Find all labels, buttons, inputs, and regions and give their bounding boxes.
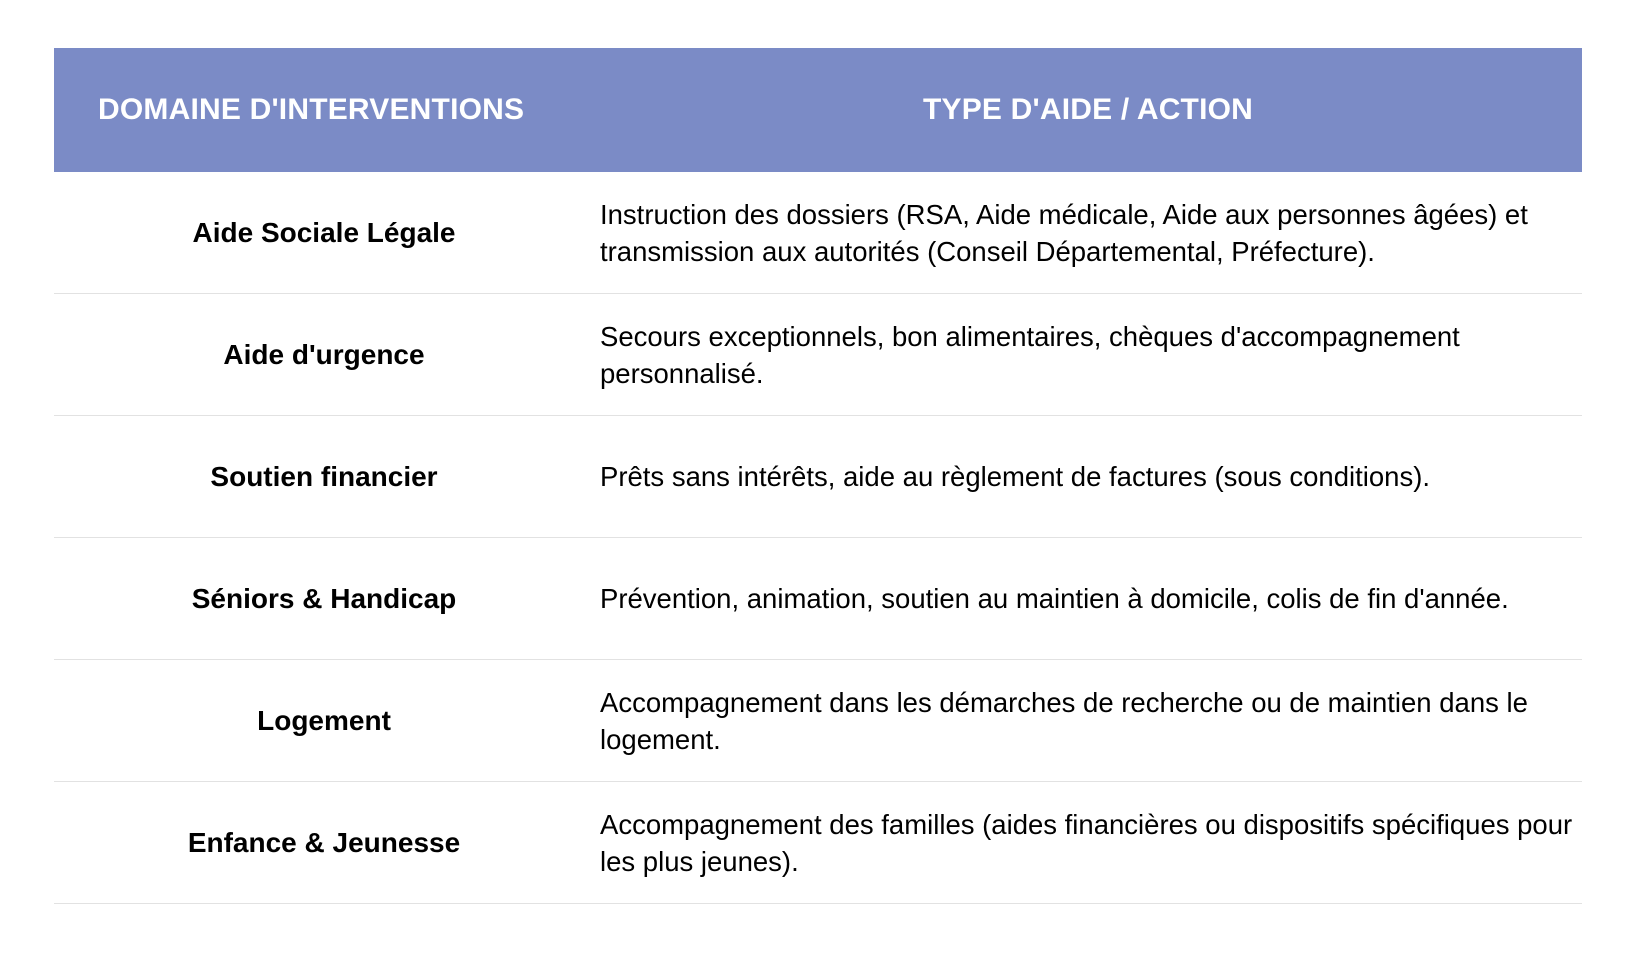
table-row <box>54 538 1582 660</box>
row-action: Accompagnement des familles (aides financières ou dispositifs spécifiques pour les plus jeunes). <box>600 808 1573 877</box>
row-action: Instruction des dossiers (RSA, Aide médicale, Aide aux personnes âgées) et transmission aux autorités (Conseil Départemental, Préfecture). <box>600 198 1528 267</box>
table-row <box>54 660 1582 782</box>
table-row <box>54 416 1582 538</box>
row-domain: Séniors & Handicap <box>191 582 457 614</box>
row-domain: Enfance & Jeunesse <box>187 826 461 858</box>
row-domain: Aide Sociale Légale <box>192 216 456 248</box>
table-header <box>54 48 1582 172</box>
row-domain: Aide d'urgence <box>223 338 425 370</box>
table-row <box>54 294 1582 416</box>
row-action: Accompagnement dans les démarches de recherche ou de maintien dans le logement. <box>600 686 1528 755</box>
row-domain: Logement <box>257 704 391 736</box>
row-action: Prêts sans intérêts, aide au règlement de factures (sous conditions). <box>600 461 1431 492</box>
header-domain: DOMAINE D'INTERVENTIONS <box>98 93 525 126</box>
interventions-table <box>54 48 1582 904</box>
row-action: Prévention, animation, soutien au maintien à domicile, colis de fin d'année. <box>600 583 1509 614</box>
row-action: Secours exceptionnels, bon alimentaires, chèques d'accompagnement personnalisé. <box>600 320 1460 389</box>
row-domain: Soutien financier <box>210 460 438 492</box>
table-row <box>54 782 1582 904</box>
header-action: TYPE D'AIDE / ACTION <box>922 93 1254 126</box>
table-row <box>54 172 1582 294</box>
